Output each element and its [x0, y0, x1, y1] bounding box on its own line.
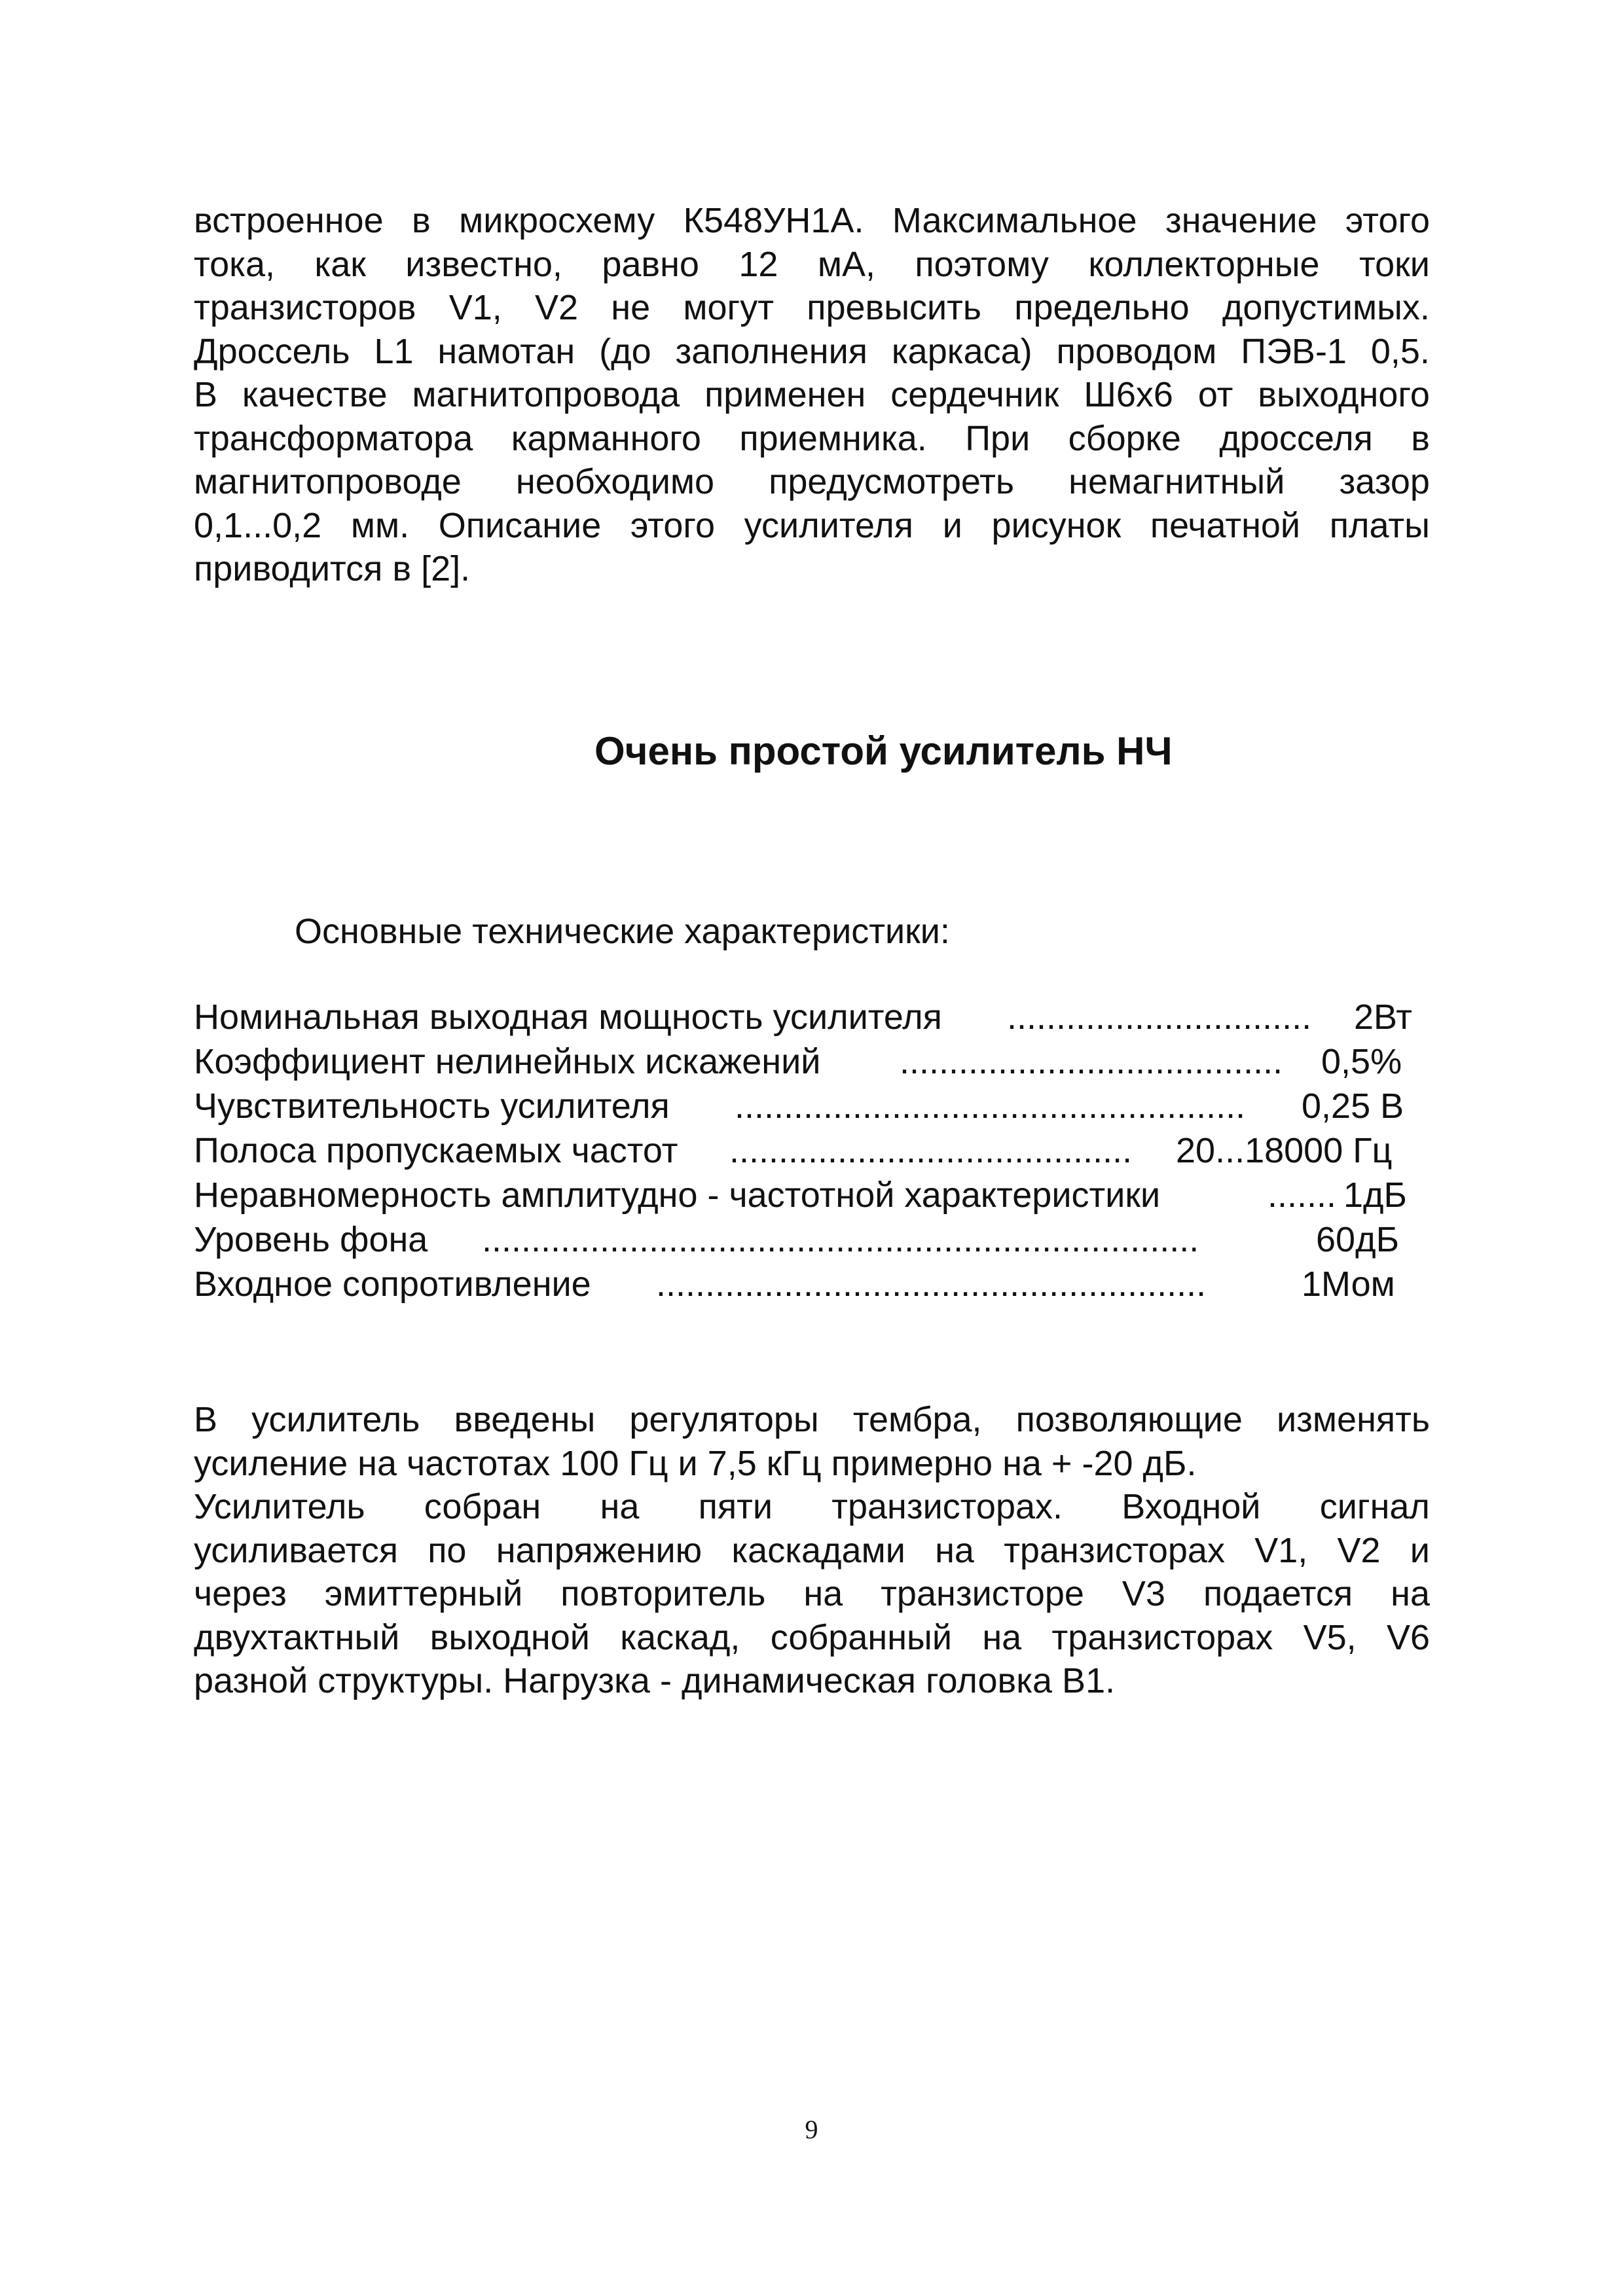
word: К548УН1А. [683, 201, 864, 240]
word: 0,5. [1370, 331, 1430, 371]
word: коллекторные [1088, 244, 1320, 284]
paragraph-line [194, 1572, 1430, 1616]
paragraph-line [194, 504, 1430, 548]
word: и [1410, 1530, 1430, 1570]
word: каскадами [731, 1530, 905, 1570]
spec-label: Чувствительность усилителя [194, 1086, 670, 1126]
word: микросхему [459, 201, 655, 240]
paragraph-line: разной структуры. Нагрузка - динамическая головка B1. [194, 1661, 1116, 1700]
word: в [412, 201, 431, 240]
word: пяти [698, 1487, 773, 1526]
spec-dots: ....... [1267, 1175, 1337, 1215]
word: Описание [438, 505, 602, 545]
paragraph-line: приводится в [2]. [194, 549, 471, 588]
spec-value: 0,5% [1321, 1042, 1402, 1081]
word: равно [602, 244, 699, 284]
paragraph-line [194, 286, 1430, 330]
word: магнитопроводе [194, 462, 462, 501]
word: V5, [1303, 1617, 1357, 1657]
word: предельно [1014, 288, 1190, 327]
word: значение [1165, 201, 1317, 240]
word: тембра, [852, 1400, 982, 1439]
word: на [935, 1530, 974, 1570]
spec-dots: ........................................................ [656, 1265, 1207, 1304]
word: превысить [807, 288, 982, 327]
word: L1 [374, 331, 414, 371]
word: качестве [242, 375, 388, 414]
word: рисунок [991, 505, 1122, 545]
word: проводом [1056, 331, 1217, 371]
word: известно, [405, 244, 562, 284]
word: транзисторах. [831, 1487, 1063, 1526]
word: (до [599, 331, 651, 371]
word: токи [1359, 244, 1430, 284]
word: транзисторе [881, 1574, 1084, 1613]
spec-value: 60дБ [1316, 1220, 1400, 1259]
word: печатной [1150, 505, 1301, 545]
word: напряжению [496, 1530, 702, 1570]
paragraph-line [194, 460, 1430, 504]
word: изменять [1276, 1400, 1430, 1439]
spec-label: Неравномерность амплитудно - частотной характеристики [194, 1175, 1161, 1215]
word: допустимых. [1222, 288, 1430, 327]
word: зазор [1339, 462, 1430, 501]
paragraph-line [194, 1616, 1430, 1660]
paragraph-line: усиление на частотах 100 Гц и 7,5 кГц примерно на + -20 дБ. [194, 1443, 1197, 1483]
word: немагнитный [1068, 462, 1285, 501]
word: в [1411, 418, 1430, 458]
word: могут [683, 288, 774, 327]
word: подается [1203, 1574, 1353, 1613]
word: не [611, 288, 651, 327]
word: на [803, 1574, 843, 1613]
word: этого [1345, 201, 1430, 240]
word: V1, [1254, 1530, 1308, 1570]
paragraph-line [194, 1529, 1430, 1573]
paragraph-line [194, 330, 1430, 374]
word: тока, [194, 244, 276, 284]
spec-row [194, 1084, 1438, 1128]
word: на [600, 1487, 640, 1526]
word: предусмотреть [769, 462, 1015, 501]
word: повторитель [560, 1574, 766, 1613]
word: сердечник [890, 375, 1059, 414]
spec-row [194, 1173, 1438, 1217]
word: ПЭВ-1 [1241, 331, 1347, 371]
word: собран [424, 1487, 541, 1526]
word: введены [454, 1400, 596, 1439]
spec-value: 20...18000 Гц [1176, 1131, 1393, 1170]
word: и [942, 505, 962, 545]
spec-row [194, 1128, 1438, 1173]
word: транзисторов [194, 288, 416, 327]
word: магнитопровода [412, 375, 680, 414]
paragraph-line [194, 373, 1430, 417]
word: встроенное [194, 201, 384, 240]
paragraph-description [194, 1398, 1430, 1703]
word: двухтактный [194, 1617, 400, 1657]
spec-value: 0,25 В [1302, 1086, 1404, 1126]
word: применен [704, 375, 866, 414]
spec-row [194, 1039, 1438, 1084]
spec-value: 2Вт [1354, 997, 1412, 1037]
section-heading-text: Очень простой усилитель НЧ [594, 729, 1173, 773]
word: транзисторах [1004, 1530, 1225, 1570]
word: необходимо [515, 462, 715, 501]
word: трансформатора [194, 418, 473, 458]
paragraph-line [194, 243, 1430, 287]
word: В [194, 1400, 218, 1439]
word: Ш6х6 [1084, 375, 1173, 414]
word: В [194, 375, 218, 414]
word: Входной [1122, 1487, 1261, 1526]
word: карманного [511, 418, 701, 458]
word: выходной [429, 1617, 590, 1657]
word: V2 [534, 288, 579, 327]
word: сигнал [1319, 1487, 1430, 1526]
word: собранный [770, 1617, 952, 1657]
word: сборке [1068, 418, 1181, 458]
word: V2 [1337, 1530, 1381, 1570]
spec-dots: ......................................... [729, 1131, 1133, 1170]
paragraph-line [194, 199, 1430, 243]
spec-dots: ............................... [1007, 997, 1312, 1037]
word: усиливается [194, 1530, 398, 1570]
spec-label: Уровень фона [194, 1220, 428, 1259]
paragraph-line [194, 417, 1430, 461]
word: V1, [448, 288, 502, 327]
word: как [314, 244, 366, 284]
word: этого [630, 505, 715, 545]
spec-label: Полоса пропускаемых частот [194, 1131, 678, 1170]
word: платы [1329, 505, 1430, 545]
word: каскад, [620, 1617, 740, 1657]
spec-row [194, 1217, 1438, 1262]
spec-dots: ....................................... [900, 1042, 1283, 1081]
word: приемника. [739, 418, 927, 458]
word: позволяющие [1015, 1400, 1243, 1439]
word: мА, [817, 244, 875, 284]
word: через [194, 1574, 287, 1613]
word: 12 [739, 244, 778, 284]
word: выходного [1258, 375, 1430, 414]
spec-label: Номинальная выходная мощность усилителя [194, 997, 942, 1037]
word: намотан [437, 331, 575, 371]
paragraph-line [194, 1485, 1430, 1529]
word: на [982, 1617, 1022, 1657]
word: V3 [1122, 1574, 1165, 1613]
spec-value: 1Мом [1302, 1265, 1395, 1304]
word: по [428, 1530, 467, 1570]
word: Усилитель [194, 1487, 365, 1526]
spec-dots: ......................................................................... [482, 1220, 1199, 1259]
word: заполнения [675, 331, 867, 371]
spec-row [194, 1262, 1438, 1306]
word: каркаса) [891, 331, 1032, 371]
specs-title: Основные технические характеристики: [295, 912, 950, 951]
word: При [965, 418, 1030, 458]
spec-value: 1дБ [1343, 1175, 1407, 1215]
paragraph-intro [194, 199, 1430, 591]
specs-list [194, 995, 1438, 1306]
word: регуляторы [629, 1400, 819, 1439]
word: V6 [1386, 1617, 1430, 1657]
spec-dots: .................................................... [735, 1086, 1246, 1126]
word: усилитель [251, 1400, 420, 1439]
word: Максимальное [892, 201, 1137, 240]
word: усилителя [744, 505, 914, 545]
word: 0,1...0,2 [194, 505, 322, 545]
word: поэтому [915, 244, 1049, 284]
page-number: 9 [805, 2115, 818, 2144]
word: от [1197, 375, 1233, 414]
word: Дроссель [194, 331, 350, 371]
spec-row [194, 995, 1438, 1039]
word: на [1391, 1574, 1430, 1613]
word: дросселя [1219, 418, 1373, 458]
word: мм. [350, 505, 410, 545]
spec-label: Коэффициент нелинейных искажений [194, 1042, 821, 1081]
word: транзисторах [1051, 1617, 1273, 1657]
word: эмиттерный [324, 1574, 523, 1613]
paragraph-line [194, 1398, 1430, 1442]
spec-label: Входное сопротивление [194, 1265, 591, 1304]
